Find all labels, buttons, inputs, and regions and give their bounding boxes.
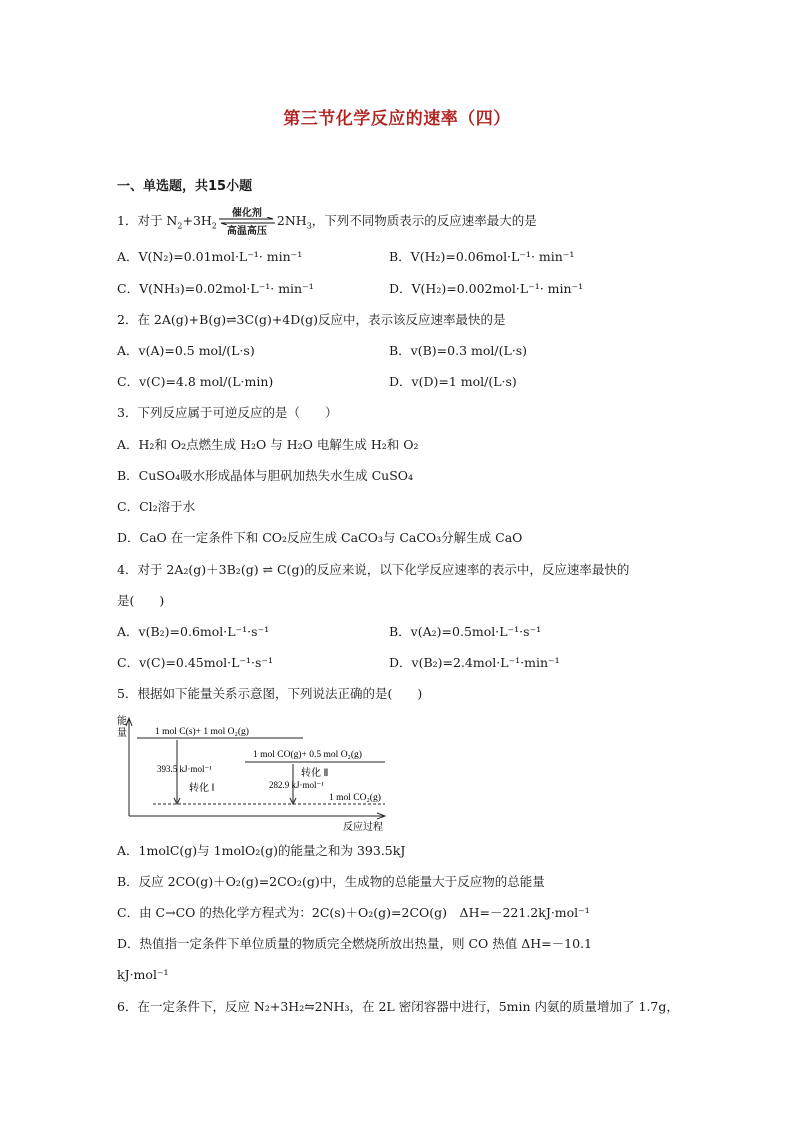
- q4-option-a: A．v(B₂)=0.6mol·L⁻¹·s⁻¹: [117, 624, 270, 639]
- y-axis-label-1: 能: [117, 716, 127, 727]
- energy-2-label: 282.9 kJ·mol⁻¹: [269, 780, 324, 790]
- energy-level-diagram: [117, 712, 392, 838]
- question-5-stem: 5．根据如下能量关系示意图，下列说法正确的是( ): [117, 686, 423, 701]
- catalyst-arrow: [219, 207, 275, 237]
- q5-option-c: C．由 C→CO 的热化学方程式为：2C(s)＋O₂(g)=2CO(g) ΔH=－221.2kJ·mol⁻¹: [117, 905, 590, 920]
- q3-option-a: A．H₂和 O₂点燃生成 H₂O 与 H₂O 电解生成 H₂和 O₂: [117, 437, 419, 452]
- section-heading: 一、单选题，共15小题: [117, 179, 253, 194]
- q1-option-a: A．V(N₂)=0.01mol·L⁻¹· min⁻¹: [117, 249, 303, 264]
- q1-option-b: B．V(H₂)=0.06mol·L⁻¹· min⁻¹: [389, 249, 575, 264]
- q1-option-c: C．V(NH₃)=0.02mol·L⁻¹· min⁻¹: [117, 281, 314, 296]
- question-6-stem: 6．在一定条件下，反应 N₂+3H₂⇋2NH₃，在 2L 密闭容器中进行，5min 内氨的质量增加了 1.7g，: [117, 999, 679, 1014]
- q5-option-a: A．1molC(g)与 1molO₂(g)的能量之和为 393.5kJ: [117, 843, 406, 858]
- q2-option-d: D．v(D)=1 mol/(L·s): [389, 374, 517, 389]
- question-3-stem: 3．下列反应属于可逆反应的是（ ）: [117, 405, 338, 420]
- q1-option-d: D．V(H₂)=0.002mol·L⁻¹· min⁻¹: [389, 281, 584, 296]
- q1-stem-end: ，下列不同物质表示的反应速率最大的是: [311, 213, 537, 228]
- question-1-stem: 1．对于 $N_2+3H_2$ 催化剂 高温高压 $2NH_3$，下列不同物质表示的反应速率最大的是: [117, 212, 537, 231]
- page-title: 第三节化学反应的速率（四）: [283, 109, 511, 129]
- conversion-1-label: 转化 Ⅰ: [189, 783, 215, 794]
- condition-label: 高温高压: [226, 225, 267, 237]
- q1-stem-pre: 1．对于 N: [117, 213, 178, 228]
- energy-1-label: 393.5 kJ·mol⁻¹: [157, 764, 212, 774]
- q4-option-c: C．v(C)=0.45mol·L⁻¹·s⁻¹: [117, 655, 274, 670]
- level-mid-label: 1 mol CO(g)+ 0.5 mol O₂(g): [253, 750, 362, 760]
- question-4-stem-line1: 4．对于 2A₂(g)＋3B₂(g) ⇌ C(g)的反应来说，以下化学反应速率的表示中，反应速率最快的: [117, 562, 630, 577]
- q3-option-d: D．CaO 在一定条件下和 CO₂反应生成 CaCO₃与 CaCO₃分解生成 CaO: [117, 530, 523, 545]
- q4-option-d: D．v(B₂)=2.4mol·L⁻¹·min⁻¹: [389, 655, 560, 670]
- q4-option-b: B．v(A₂)=0.5mol·L⁻¹·s⁻¹: [389, 624, 542, 639]
- catalyst-label: 催化剂: [231, 207, 262, 219]
- q3-option-b: B．CuSO₄吸水形成晶体与胆矾加热失水生成 CuSO₄: [117, 468, 414, 483]
- level-top-label: 1 mol C(s)+ 1 mol O₂(g): [155, 727, 249, 737]
- q5-option-d-line1: D．热值指一定条件下单位质量的物质完全燃烧所放出热量，则 CO 热值 ΔH=－10.1: [117, 936, 592, 951]
- q2-option-c: C．v(C)=4.8 mol/(L·min): [117, 374, 274, 389]
- q2-option-b: B．v(B)=0.3 mol/(L·s): [389, 343, 528, 358]
- level-bottom-label: 1 mol CO₂(g): [329, 793, 381, 803]
- question-4-stem-line2: 是( ): [117, 593, 165, 608]
- y-axis-label-2: 量: [117, 728, 127, 739]
- q1-stem-post: 2NH: [276, 213, 307, 228]
- question-2-stem: 2．在 2A(g)+B(g)⇌3C(g)+4D(g)反应中，表示该反应速率最快的是: [117, 312, 506, 327]
- q5-option-b: B．反应 2CO(g)＋O₂(g)=2CO₂(g)中，生成物的总能量大于反应物的总能量: [117, 874, 545, 889]
- q1-stem-mid: +3H: [182, 213, 212, 228]
- q5-option-d-line2: kJ·mol⁻¹: [117, 967, 169, 982]
- conversion-2-label: 转化 Ⅱ: [301, 768, 329, 779]
- q3-option-c: C．Cl₂溶于水: [117, 499, 196, 514]
- q2-option-a: A．v(A)=0.5 mol/(L·s): [117, 343, 255, 358]
- x-axis-label: 反应过程: [343, 822, 383, 833]
